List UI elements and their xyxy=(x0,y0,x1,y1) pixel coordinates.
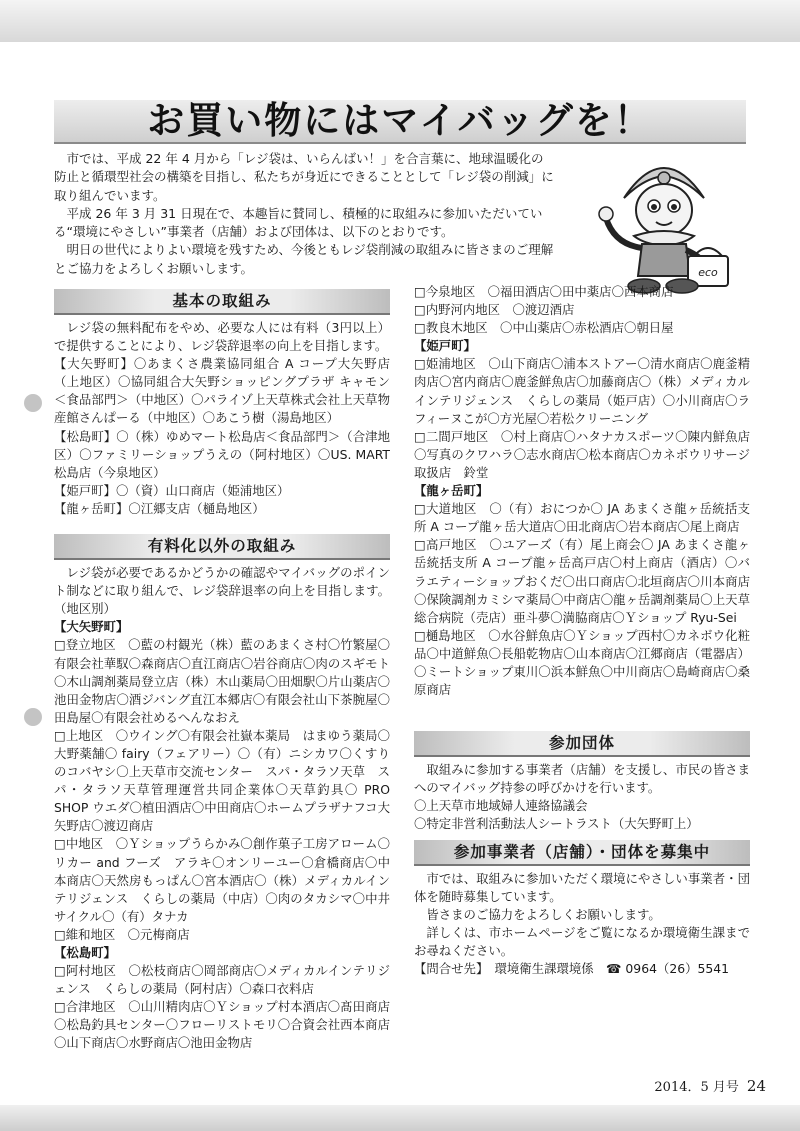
district-entry: □合津地区 〇山川精肉店〇Ｙショップ村本酒店〇髙田商店〇松島釣具センター〇フローリストモリ〇合資会社西本商店〇山下商店〇水野商店〇池田金物店 xyxy=(54,999,390,1051)
top-band xyxy=(0,0,800,42)
section-heading-other: 有料化以外の取組み xyxy=(54,534,390,560)
district-entry: □教良木地区 〇中山薬店〇赤松酒店〇朝日屋 xyxy=(414,320,674,336)
right-column xyxy=(414,283,750,978)
town-heading: 【松島町】 xyxy=(54,945,116,960)
town-heading: 【姫戸町】 xyxy=(414,338,476,354)
district-entry: □樋島地区 〇水谷鮮魚店〇Ｙショップ西村〇カネボウ化粧品〇中道鮮魚〇長船乾物店〇山本商店〇江郷商店（電器店）〇ミートショップ東川〇浜本鮮魚〇中川商店〇島崎商店〇桑原商店 xyxy=(414,627,750,698)
binder-hole xyxy=(24,394,42,412)
footer-band xyxy=(0,1105,800,1131)
page-title: お買い物にはマイバッグを！ xyxy=(147,99,653,142)
district-entry: □登立地区 〇藍の村観光（株）藍のあまくさ村〇竹繁屋〇有限会社華馭〇森商店〇直江商店〇岩谷商店〇肉のスギモト〇木山調剤薬局登立店（株）木山薬局〇田畑駅〇片山薬店〇池田金物店〇酒ジバング直江本郷店〇有限会社山下茶腕屋〇田島屋〇有限会社めるへんなおえ xyxy=(54,637,390,725)
district-entry: □内野河内地区 〇渡辺酒店 xyxy=(414,302,575,318)
town-heading: 【大矢野町】 xyxy=(54,619,129,635)
section-heading-recruit: 参加事業者（店舗）・団体を募集中 xyxy=(414,840,750,866)
district-entry: □維和地区 〇元梅商店 xyxy=(54,926,190,942)
binder-hole xyxy=(24,708,42,726)
store-list-entry: 【姫戸町】〇（資）山口商店（姫浦地区） xyxy=(54,482,290,498)
town-heading: 【龍ヶ岳町】 xyxy=(414,483,489,499)
district-entry: □今泉地区 〇福田酒店〇田中薬店〇西本商店 xyxy=(414,284,674,299)
recruit-paragraph: 皆さまのご協力をよろしくお願いします。 xyxy=(426,906,661,922)
contact-info: 【問合せ先】 環境衛生課環境係 ☎ 0964（26）5541 xyxy=(414,961,730,976)
district-entry: □阿村地区 〇松枝商店〇岡部商店〇メディカルインテリジェンス くらしの薬局（阿村店）〇森口衣料店 xyxy=(54,963,390,997)
recruit-paragraph: 詳しくは、市ホームページをご覧になるか環境衛生課までお尋ねください。 xyxy=(414,924,750,958)
mascot-illustration xyxy=(584,148,744,298)
store-list-entry: 【龍ヶ岳町】〇江郷支店（樋島地区） xyxy=(54,500,265,516)
district-entry: □姫浦地区 〇山下商店〇浦本ストアー〇清水商店〇鹿釜精肉店〇宮内商店〇鹿釜鮮魚店〇加藤商店〇（株）メディカルインテリジェンス くらしの薬局（姫戸店）〇小川商店〇ラフィーヌこが〇方光屋〇若松クリーニング xyxy=(414,356,750,426)
section-description: レジ袋の無料配布をやめ、必要な人には有料（3円以上）で提供することにより、レジ袋辞退率の向上を目指します。 xyxy=(54,320,390,354)
intro-paragraph: 平成 26 年 3 月 31 日現在で、本趣旨に賛同し、積極的に取組みに参加いただいている“環境にやさしい”事業者（店舗）および団体は、以下のとおりです。 xyxy=(54,205,543,240)
eco-bag-label: eco xyxy=(698,266,718,279)
section-description: レジ袋が必要であるかどうかの確認やマイバッグのポイント制などに取り組んで、レジ袋辞退率の向上を目指します。（地区別） xyxy=(54,565,390,617)
district-entry: □上地区 〇ウイング〇有限会社嶽本薬局 はまゆう薬局〇大野薬舗〇 fairy（フェアリー）〇（有）ニシカワ〇くすりのコバヤシ〇上天草市交流センター スパ・タラソ天草 スパ・タラソ天草管理運営共同企業体〇天草釣具〇 PRO SHOP ウエダ〇植田酒店〇中田商店〇ホームプラザナフコ大矢野店〇渡辺商店 xyxy=(54,727,390,834)
district-entry: □二間戸地区 〇村上商店〇ハタナカスポーツ〇陳内鮮魚店〇写真のクワハラ〇志水商店〇松本商店〇カネボウリサージ取扱店 鈴堂 xyxy=(414,428,750,480)
page-footer xyxy=(654,1076,766,1095)
district-entry: □大道地区 〇（有）おにつか〇 JA あまくさ龍ヶ岳統括支所 A コープ龍ヶ岳大道店〇田北商店〇岩本商店〇尾上商店 xyxy=(414,501,750,535)
store-list-entry: 【松島町】〇（株）ゆめマート松島店＜食品部門＞（合津地区）〇ファミリーショップうえの（阿村地区）〇US. MART 松島店（今泉地区） xyxy=(54,428,390,480)
group-item: 〇特定非営利活動法人シートラスト（大矢野町上） xyxy=(414,816,699,832)
page-number: 24 xyxy=(746,1077,766,1095)
intro-paragraph: 市では、平成 22 年 4 月から「レジ袋は、いらんばい！」を合言葉に、地球温暖化の防止と循環型社会の構築を目指し、私たちが身近にできることとして「レジ袋の削減」に取り組んでいます。 xyxy=(54,151,554,203)
intro-text xyxy=(54,150,554,278)
district-entry: □高戸地区 〇ユアーズ（有）尾上商会〇 JA あまくさ龍ヶ岳統括支所 A コープ龍ヶ岳高戸店〇村上商店（酒店）〇バラエティーショップおくだ〇出口商店〇北垣商店〇川本商店〇保険調剤カミシマ薬局〇中商店〇龍ヶ岳調剤薬局〇上天草総合病院（売店）亜斗夢〇満脇商店〇Ｙショップ Ryu-Sei xyxy=(414,537,750,625)
intro-paragraph: 明日の世代によりよい環境を残すため、今後ともレジ袋削減の取組みに皆さまのご理解とご協力をよろしくお願いします。 xyxy=(54,242,554,276)
recruit-paragraph: 市では、取組みに参加いただく環境にやさしい事業者・団体を随時募集しています。 xyxy=(414,870,750,904)
issue-label: 2014．5 月号 xyxy=(654,1080,739,1095)
left-column xyxy=(54,283,390,1053)
district-entry: □中地区 〇Ｙショップうらかみ〇創作菓子工房アローム〇リカー and フーズ アラキ〇オンリーユー〇倉橋商店〇中本商店〇天然房もっぱん〇宮本酒店〇（株）メディカルインテリジェンス くらしの薬局（中店）〇肉のタカシマ〇中井サイクル〇（有）タナカ xyxy=(54,836,390,924)
group-item: 〇上天草市地域婦人連絡協議会 xyxy=(414,798,588,814)
section-description: 取組みに参加する事業者（店舗）を支援し、市民の皆さまへのマイバッグ持参の呼びかけを行います。 xyxy=(414,762,750,796)
store-list-entry: 【大矢野町】〇あまくさ農業協同組合 A コープ大矢野店（上地区）〇協同組合大矢野ショッピングプラザ キャモン＜食品部門＞（中地区）〇パライゾ上天草株式会社上天草物産館さんぱーる（中地区）〇あこう樹（湯島地区） xyxy=(54,356,390,426)
section-heading-basic: 基本の取組み xyxy=(54,289,390,315)
section-heading-groups: 参加団体 xyxy=(414,731,750,757)
